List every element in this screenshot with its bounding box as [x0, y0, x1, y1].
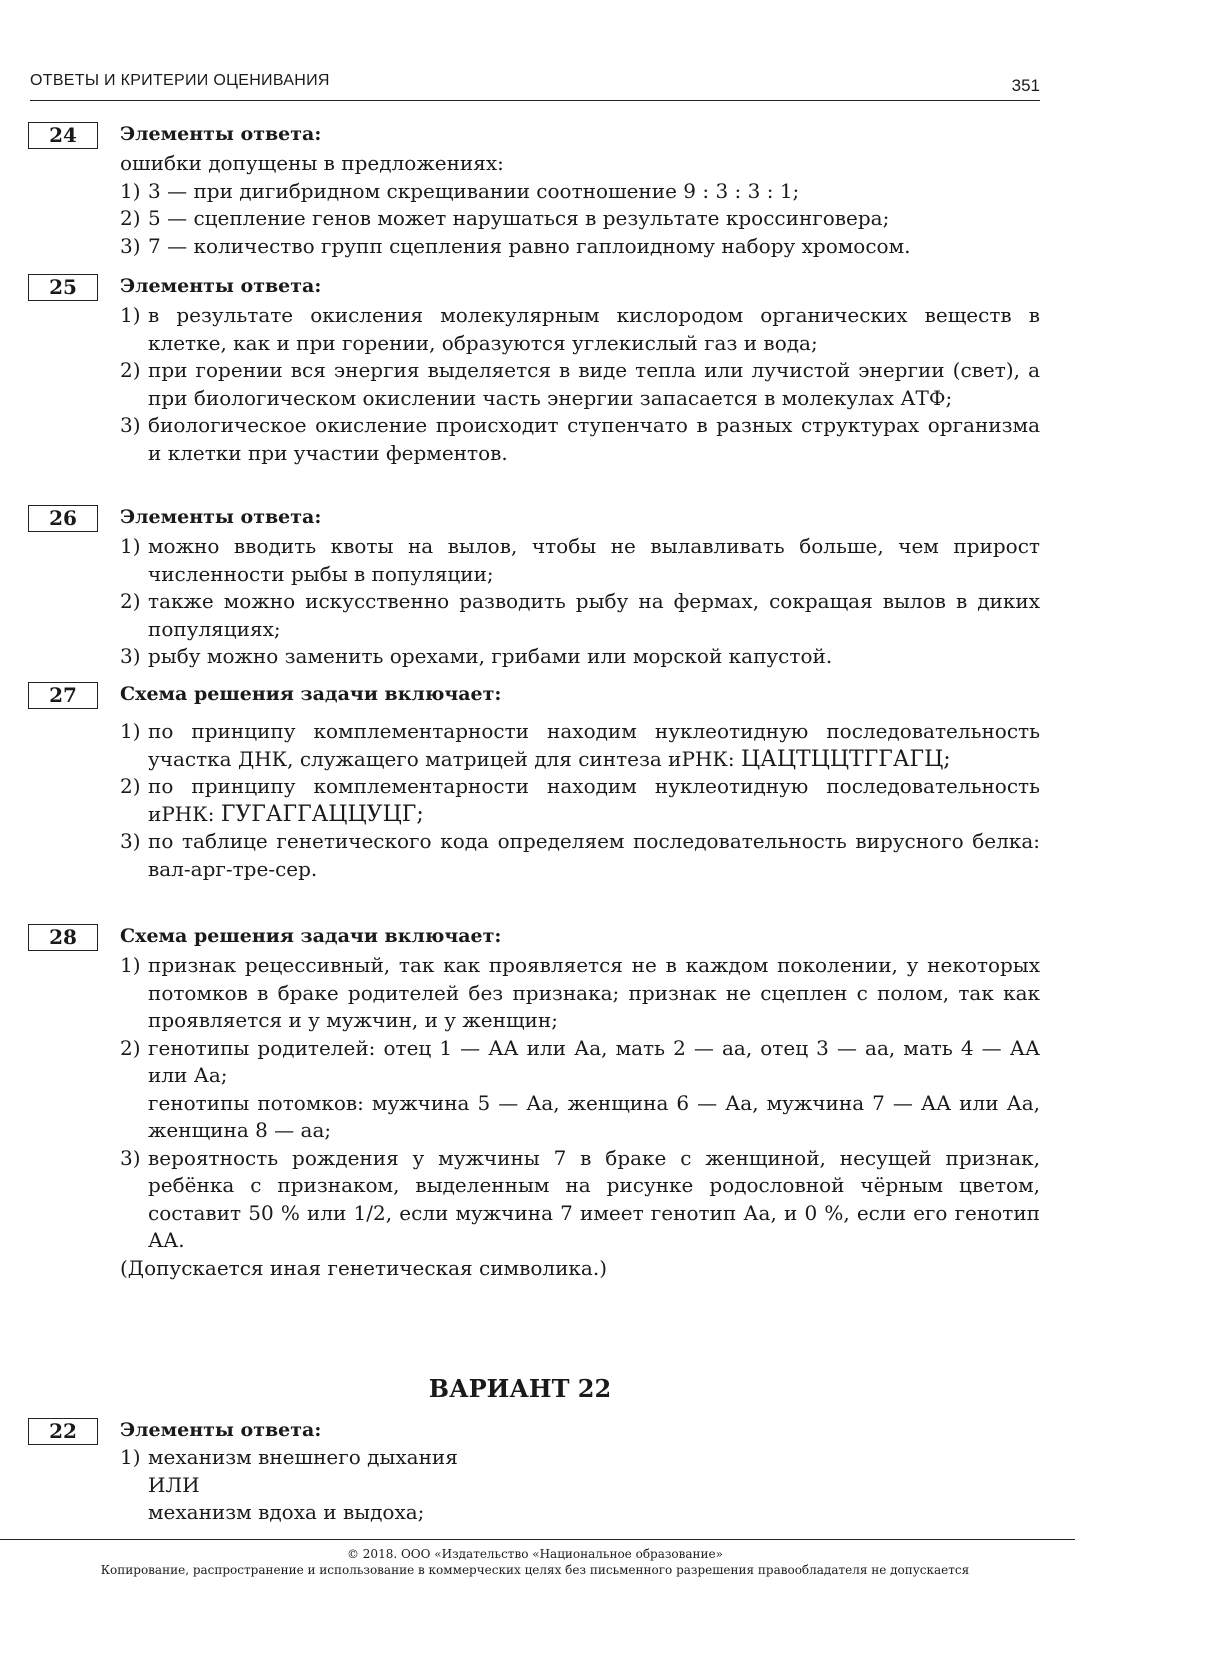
task-number-box: 25	[28, 274, 98, 301]
list-item: 1) 3 — при дигибридном скрещивании соотношение 9 : 3 : 3 : 1;	[120, 178, 800, 203]
task-number-box: 27	[28, 682, 98, 709]
answer-note: (Допускается иная генетическая символика.)	[120, 1255, 608, 1280]
list-item: 1) по принципу комплементарности находим нуклеотидную последовательность участка ДНК, служащего матрицей для синтеза иРНК: ЦАЦТЦЦТГГАГЦ;	[120, 719, 1040, 772]
list-item: 1) признак рецессивный, так как проявляется не в каждом поколении, у некоторых потомков в браке родителей без признака; признак не сцеплен с полом, так как проявляется и у мужчин, и у женщин;	[120, 953, 1040, 1032]
or-separator: ИЛИ	[148, 1472, 200, 1497]
footer-copyright: © 2018. ООО «Издательство «Национальное образование»	[346, 1547, 723, 1561]
list-item: 2) генотипы родителей: отец 1 — АА или Аа, мать 2 — аа, отец 3 — аа, мать 4 — АА или Аа;	[120, 1035, 1040, 1087]
answer-heading: Элементы ответа:	[120, 123, 322, 145]
answer-heading: Элементы ответа:	[120, 506, 322, 528]
answer-heading: Элементы ответа:	[120, 275, 322, 297]
task-number-box: 26	[28, 505, 98, 532]
answer-heading: Элементы ответа:	[120, 1419, 322, 1441]
answer-heading: Схема решения задачи включает:	[120, 925, 502, 947]
task-number-box: 24	[28, 122, 98, 149]
list-item: 2) при горении вся энергия выделяется в виде тепла или лучистой энергии (свет), а при биологическом окислении часть энергии запасается в молекулах АТФ;	[120, 358, 1040, 410]
running-header	[30, 70, 1040, 101]
list-item: 3) рыбу можно заменить орехами, грибами или морской капустой.	[120, 644, 833, 668]
answer-content	[120, 1416, 1040, 1527]
footer-notice: Копирование, распространение и использование в коммерческих целях без письменного разрешения правообладателя не допускается	[100, 1563, 970, 1577]
item-text: по таблице генетического кода определяем последовательность вирусного белка: вал-арг-тре-сер.	[148, 829, 1040, 881]
list-item: 3) вероятность рождения у мужчины 7 в браке с женщиной, несущей признак, ребёнка с признаком, выделенным на рисунке родословной чёрным цветом, составит 50 % или 1/2, если мужчина 7 имеет генотип Аа, и 0 %, если его генотип АА.	[120, 1145, 1040, 1252]
answer-heading: Схема решения задачи включает:	[120, 683, 502, 705]
answer-content	[120, 120, 1040, 260]
list-item: 1) механизм внешнего дыхания	[120, 1445, 458, 1469]
page-number: 351	[1011, 76, 1040, 95]
answer-content	[120, 922, 1040, 1282]
answer-content	[120, 272, 1040, 467]
task-number-box: 22	[28, 1418, 98, 1445]
item-text: по принципу комплементарности находим нуклеотидную последовательность участка ДНК, служащего матрицей для синтеза иРНК:	[148, 719, 1040, 771]
list-item: 1) можно вводить квоты на вылов, чтобы не вылавливать больше, чем прирост численности рыбы в популяции;	[120, 534, 1040, 586]
footer-divider	[0, 1539, 1075, 1540]
rna-sequence: ГУГАГГАЦЦУЦГ;	[220, 801, 424, 827]
list-item: 3) по таблице генетического кода определяем последовательность вирусного белка: вал-арг-тре-сер.	[120, 828, 1040, 883]
dna-sequence: ЦАЦТЦЦТГГАГЦ;	[740, 746, 951, 772]
list-item: 1) в результате окисления молекулярным кислородом органических веществ в клетке, как и при горении, образуются углекислый газ и вода;	[120, 303, 1040, 355]
variant-title: ВАРИАНТ 22	[428, 1374, 612, 1403]
list-item: 2) также можно искусственно разводить рыбу на фермах, сокращая вылов в диких популяциях;	[120, 589, 1040, 641]
item-text: по принципу комплементарности находим нуклеотидную последовательность иРНК:	[148, 774, 1040, 826]
running-title: ОТВЕТЫ И КРИТЕРИИ ОЦЕНИВАНИЯ	[30, 72, 330, 89]
answer-content	[120, 680, 1040, 883]
list-item: 2) 5 — сцепление генов может нарушаться в результате кроссинговера;	[120, 206, 890, 230]
list-item: 3) 7 — количество групп сцепления равно гаплоидному набору хромосом.	[120, 233, 911, 258]
task-number-box: 28	[28, 924, 98, 951]
answer-intro: ошибки допущены в предложениях:	[120, 151, 504, 175]
answer-content	[120, 503, 1040, 671]
list-item-continuation: генотипы потомков: мужчина 5 — Аа, женщина 6 — Аа, мужчина 7 — АА или Аа, женщина 8 — аа;	[148, 1090, 1040, 1142]
list-item-alternative: механизм вдоха и выдоха;	[148, 1500, 425, 1524]
list-item: 2) по принципу комплементарности находим нуклеотидную последовательность иРНК: ГУГАГГАЦЦУЦГ;	[120, 774, 1040, 827]
list-item: 3) биологическое окисление происходит ступенчато в разных структурах организма и клетки при участии ферментов.	[120, 413, 1040, 465]
